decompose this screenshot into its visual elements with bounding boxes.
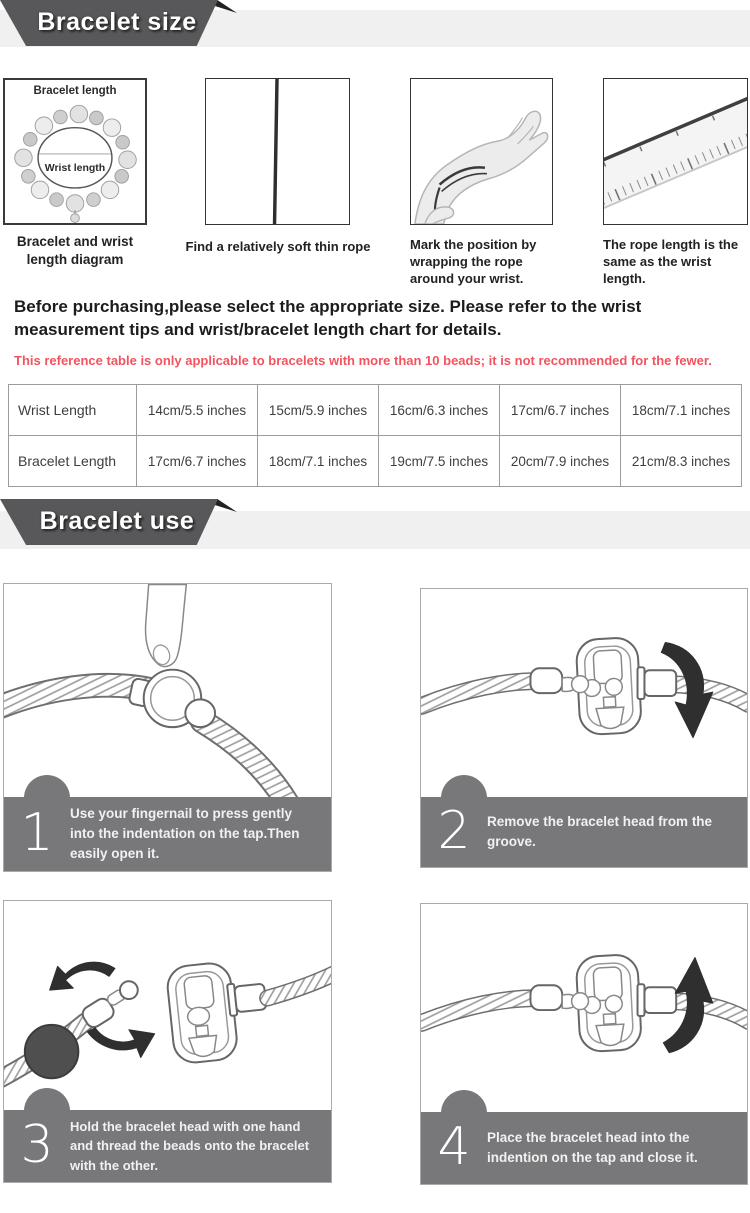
table-cell: 18cm/7.1 inches [258,436,379,487]
step1-caption-bar [4,797,331,871]
step-text: Use your fingernail to press gently into the indentation on the tap.Then easily open it. [70,805,300,862]
table-row-bracelet [9,436,742,487]
figure-caption-3: Mark the position by wrapping the rope around your wrist. [410,237,537,286]
bracelet-illustration [5,80,145,223]
table-cell: 16cm/6.3 inches [379,385,500,436]
step4-illustration [421,904,747,1112]
step-text: Remove the bracelet head from the groove. [487,813,713,850]
use-step-panel-4 [420,903,748,1185]
wrist-wrap-figure [410,78,553,225]
table-row-wrist [9,385,742,436]
step4-caption-bar [421,1112,747,1184]
section-title-bracelet-size: Bracelet size [37,8,197,36]
hand-wrist-illustration [411,79,552,224]
ruler-illustration [604,79,747,224]
step-number: 3 [20,1115,54,1176]
step3-caption-bar [4,1110,331,1182]
size-chart-table [8,384,742,487]
section-title-bracelet-use: Bracelet use [39,507,195,535]
step-number: 4 [437,1117,471,1178]
step-text: Place the bracelet head into the indention on the tap and close it. [487,1129,698,1166]
table-cell: 15cm/5.9 inches [258,385,379,436]
figure-caption-4: The rope length is the same as the wrist length. [603,237,739,286]
bracelet-use-banner [0,499,237,545]
bracelet-diagram-figure [3,78,147,225]
table-cell: 17cm/6.7 inches [137,436,258,487]
step2-caption-bar [421,797,747,867]
size-selection-note: Before purchasing,please select the appropriate size. Please refer to the wrist measurement tips and wrist/bracelet length chart for details. [14,297,642,339]
use-step-panel-3 [3,900,332,1183]
rope-figure [205,78,350,225]
table-cell: 20cm/7.9 inches [500,436,621,487]
step3-illustration [4,901,331,1110]
table-cell: 17cm/6.7 inches [500,385,621,436]
label-bracelet-length: Bracelet length [33,85,117,97]
figure-caption-1: Bracelet and wrist length diagram [16,234,134,267]
row-header-wrist: Wrist Length [9,385,137,436]
rope-illustration [206,79,349,224]
step-text: Hold the bracelet head with one hand and thread the beads onto the bracelet with the other. [70,1118,310,1173]
ruler-figure [603,78,748,225]
table-cell: 19cm/7.5 inches [379,436,500,487]
step1-illustration [4,584,331,797]
step-number: 2 [437,801,471,862]
table-cell: 14cm/5.5 inches [137,385,258,436]
table-cell: 21cm/8.3 inches [621,436,742,487]
step2-illustration [421,589,747,797]
table-cell: 18cm/7.1 inches [621,385,742,436]
figure-caption-2: Find a relatively soft thin rope [185,239,371,254]
bracelet-size-banner [0,0,237,46]
reference-table-warning: This reference table is only applicable to bracelets with more than 10 beads; it is not recommended for the fewer. [14,353,712,368]
step-number: 1 [20,803,54,864]
label-wrist-length: Wrist length [44,162,106,174]
use-step-panel-2 [420,588,748,868]
use-step-panel-1 [3,583,332,872]
row-header-bracelet: Bracelet Length [9,436,137,487]
